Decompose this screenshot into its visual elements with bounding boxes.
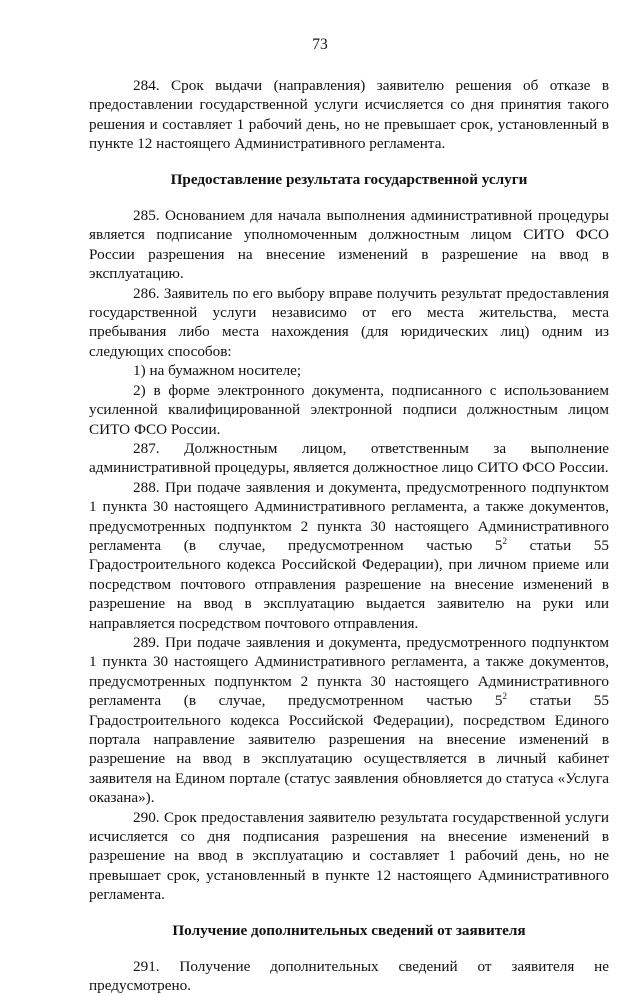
paragraph-289 [89, 633, 609, 808]
paragraph-288 [89, 478, 609, 633]
paragraph-288-text-b: статьи 55 Градостроительного кодекса Российской Федерации), при личном приеме или посредством почтового отправления разрешение на внесение изменений в разрешение на ввод в эксплуатацию выдается заявителю на руки или направляется посредством почтового отправления. [89, 536, 609, 632]
paragraph-287: 287. Должностным лицом, ответственным за выполнение административной процедуры, является должностное лицо СИТО ФСО России. [89, 439, 609, 477]
paragraph-286: 286. Заявитель по его выбору вправе получить результат предоставления государственной услуги независимо от его места жительства, места пребывания либо места нахождения (для юридических лиц) одним из следующих способов: [89, 284, 609, 360]
page-number: 73 [312, 36, 328, 53]
paragraph-289-text-a: 289. При подаче заявления и документа, предусмотренного подпунктом 1 пункта 30 настоящего Административного регламента, а также документов, предусмотренных подпунктом 2 пункта 30 настоящего Административного регламента (в случае, предусмотренном частью 5 [89, 633, 609, 710]
paragraph-289-superscript: 2 [502, 691, 507, 702]
paragraph-288-text-a: 288. При подаче заявления и документа, предусмотренного подпунктом 1 пункта 30 настоящего Административного регламента, а также документов, предусмотренных подпунктом 2 пункта 30 настоящего Административного регламента (в случае, предусмотренном частью 5 [89, 478, 609, 554]
paragraph-286-item-2: 2) в форме электронного документа, подписанного с использованием усиленной квалифицированной электронной подписи должностным лицом СИТО ФСО России. [89, 381, 609, 438]
paragraph-286-item-1: 1) на бумажном носителе; [133, 362, 302, 380]
paragraph-289-text-b: статьи 55 Градостроительного кодекса Российской Федерации), посредством Единого портала направление заявителю разрешения на внесение изменений в разрешение на ввод в эксплуатацию осуществляется в личный кабинет заявителя на Едином портале (статус заявления обновляется до статуса «Услуга оказана»). [89, 692, 609, 807]
section-heading-result-provision: Предоставление результата государственной услуги [170, 170, 528, 188]
document-body [89, 76, 609, 996]
paragraph-288-superscript: 2 [502, 535, 507, 546]
paragraph-284: 284. Срок выдачи (направления) заявителю решения об отказе в предоставлении государственной услуги исчисляется со дня принятия такого решения и составляет 1 рабочий день, но не превышает срок, установленный в пункте 12 настоящего Административного регламента. [89, 77, 609, 153]
paragraph-290: 290. Срок предоставления заявителю результата государственной услуги исчисляется со дня подписания разрешения на внесение изменений в разрешение на ввод в эксплуатацию и составляет 1 рабочий день, но не превышает срок, установленный в пункте 12 настоящего Административного регламента. [89, 808, 609, 904]
paragraph-291: 291. Получение дополнительных сведений от заявителя не предусмотрено. [89, 958, 609, 995]
section-heading-additional-info: Получение дополнительных сведений от заявителя [172, 921, 526, 939]
paragraph-285: 285. Основанием для начала выполнения административной процедуры является подписание уполномоченным должностным лицом СИТО ФСО России разрешения на внесение изменений в разрешение на ввод в эксплуатацию. [89, 207, 609, 283]
